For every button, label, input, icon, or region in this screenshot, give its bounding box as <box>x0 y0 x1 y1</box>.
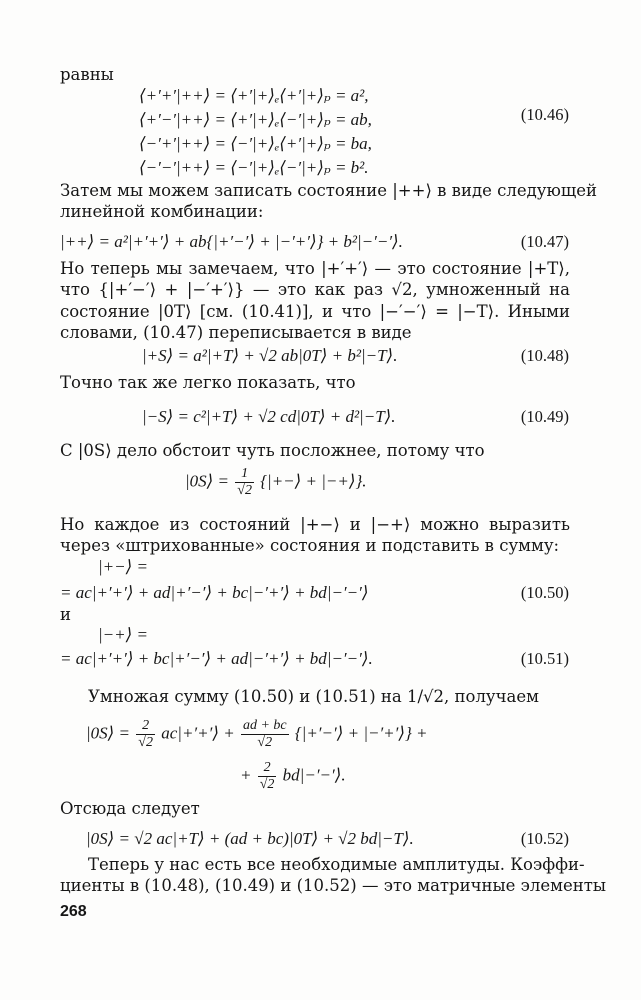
equation-line: ⟨+′−′|++⟩ = ⟨+′|+⟩ₑ⟨−′|+⟩ₚ = ab, <box>139 110 372 129</box>
text-line: Отсюда следует <box>60 799 200 818</box>
equation-sum-line-1 <box>86 718 428 751</box>
paragraph <box>60 798 570 819</box>
text-line: Точно так же легко показать, что <box>60 373 356 392</box>
fraction-numerator: ad + bc <box>241 718 289 735</box>
equation-term: ac|+′+′⟩ + <box>161 723 235 743</box>
fraction-denominator: √2 <box>237 483 252 499</box>
equation-term: bd|−′−′⟩. <box>282 765 346 785</box>
text-line: Умножая сумму (10.50) и (10.51) на 1/√2, получаем <box>88 687 539 706</box>
text-line: состояние |0T⟩ [см. (10.41)], и что |−′−′⟩ = |−T⟩. Иными <box>60 301 570 321</box>
fraction-numerator: 1 <box>235 466 254 483</box>
text-line: через «штрихованные» состояния и подставить в сумму: <box>60 536 560 556</box>
equation-10-46-block <box>139 84 372 180</box>
equation-10-52: |0S⟩ = √2 ac|+T⟩ + (ad + bc)|0T⟩ + √2 bd|−T⟩. <box>86 829 414 848</box>
fraction <box>136 718 155 751</box>
equation-lhs: |0S⟩ = <box>185 471 230 491</box>
equation-number: (10.52) <box>520 829 569 848</box>
fraction <box>235 466 254 499</box>
equation-line: ⟨−′−′|++⟩ = ⟨−′|+⟩ₑ⟨−′|+⟩ₚ = b². <box>139 158 369 177</box>
equation-rhs: {|+−⟩ + |−+⟩}. <box>260 471 367 491</box>
text-line: Затем мы можем записать состояние |++⟩ в виде следующей <box>60 181 597 200</box>
fraction-denominator: √2 <box>138 735 153 751</box>
equation-10-50: = ac|+′+′⟩ + ad|+′−′⟩ + bc|−′+′⟩ + bd|−′−′⟩ <box>60 583 369 602</box>
page-number: 268 <box>60 903 87 920</box>
equation-operator: + <box>240 765 252 785</box>
text-line: Но теперь мы замечаем, что |+′+′⟩ — это состояние |+T⟩, <box>60 259 570 278</box>
fraction <box>258 760 277 793</box>
equation-number: (10.51) <box>520 649 569 668</box>
equation-10-51: = ac|+′+′⟩ + bc|+′−′⟩ + ad|−′+′⟩ + bd|−′−′⟩. <box>60 649 373 668</box>
text-line: словами, (10.47) переписывается в виде <box>60 323 412 343</box>
paragraph <box>60 372 570 393</box>
text-line: С |0S⟩ дело обстоит чуть посложнее, потому что <box>60 441 485 460</box>
paragraph <box>60 258 570 344</box>
paragraph <box>60 854 607 897</box>
intro-label: равны <box>60 65 114 84</box>
text-line: Но каждое из состояний |+−⟩ и |−+⟩ можно выразить <box>60 515 570 534</box>
equation-lhs: |0S⟩ = <box>86 723 131 743</box>
paragraph <box>60 440 570 461</box>
equation-10-48: |+S⟩ = a²|+T⟩ + √2 ab|0T⟩ + b²|−T⟩. <box>142 346 398 365</box>
fraction <box>241 718 289 751</box>
equation-10-47: |++⟩ = a²|+′+′⟩ + ab{|+′−′⟩ + |−′+′⟩} + b²|−′−′⟩. <box>60 232 403 251</box>
equation-number: (10.47) <box>520 232 569 251</box>
paragraph <box>88 686 570 707</box>
equation-0S <box>185 466 367 499</box>
text-line: циенты в (10.48), (10.49) и (10.52) — это матричные элементы <box>60 876 607 896</box>
equation-10-51-head: |−+⟩ = <box>98 625 148 644</box>
equation-number: (10.49) <box>520 407 569 426</box>
text-line: что {|+′−′⟩ + |−′+′⟩} — это как раз √2, умноженный на <box>60 280 570 300</box>
equation-line: ⟨+′+′|++⟩ = ⟨+′|+⟩ₑ⟨+′|+⟩ₚ = a², <box>139 86 369 105</box>
equation-sum-line-2 <box>240 760 346 793</box>
equation-number: (10.48) <box>520 346 569 365</box>
text-line: Теперь у нас есть все необходимые амплитуды. Коэффи- <box>88 855 585 874</box>
fraction-denominator: √2 <box>259 777 275 793</box>
equation-number: (10.50) <box>520 583 569 602</box>
equation-line: ⟨−′+′|++⟩ = ⟨−′|+⟩ₑ⟨+′|+⟩ₚ = ba, <box>139 134 372 153</box>
fraction-denominator: √2 <box>257 735 273 751</box>
paragraph <box>60 180 597 223</box>
equation-number: (10.46) <box>520 105 569 124</box>
conjunction: и <box>60 605 71 624</box>
text-line: линейной комбинации: <box>60 202 264 222</box>
paragraph <box>60 514 570 557</box>
fraction-numerator: 2 <box>136 718 155 735</box>
equation-10-49: |−S⟩ = c²|+T⟩ + √2 cd|0T⟩ + d²|−T⟩. <box>142 407 396 426</box>
fraction-numerator: 2 <box>258 760 277 777</box>
equation-term: {|+′−′⟩ + |−′+′⟩} + <box>294 723 428 743</box>
equation-10-50-head: |+−⟩ = <box>98 557 148 576</box>
